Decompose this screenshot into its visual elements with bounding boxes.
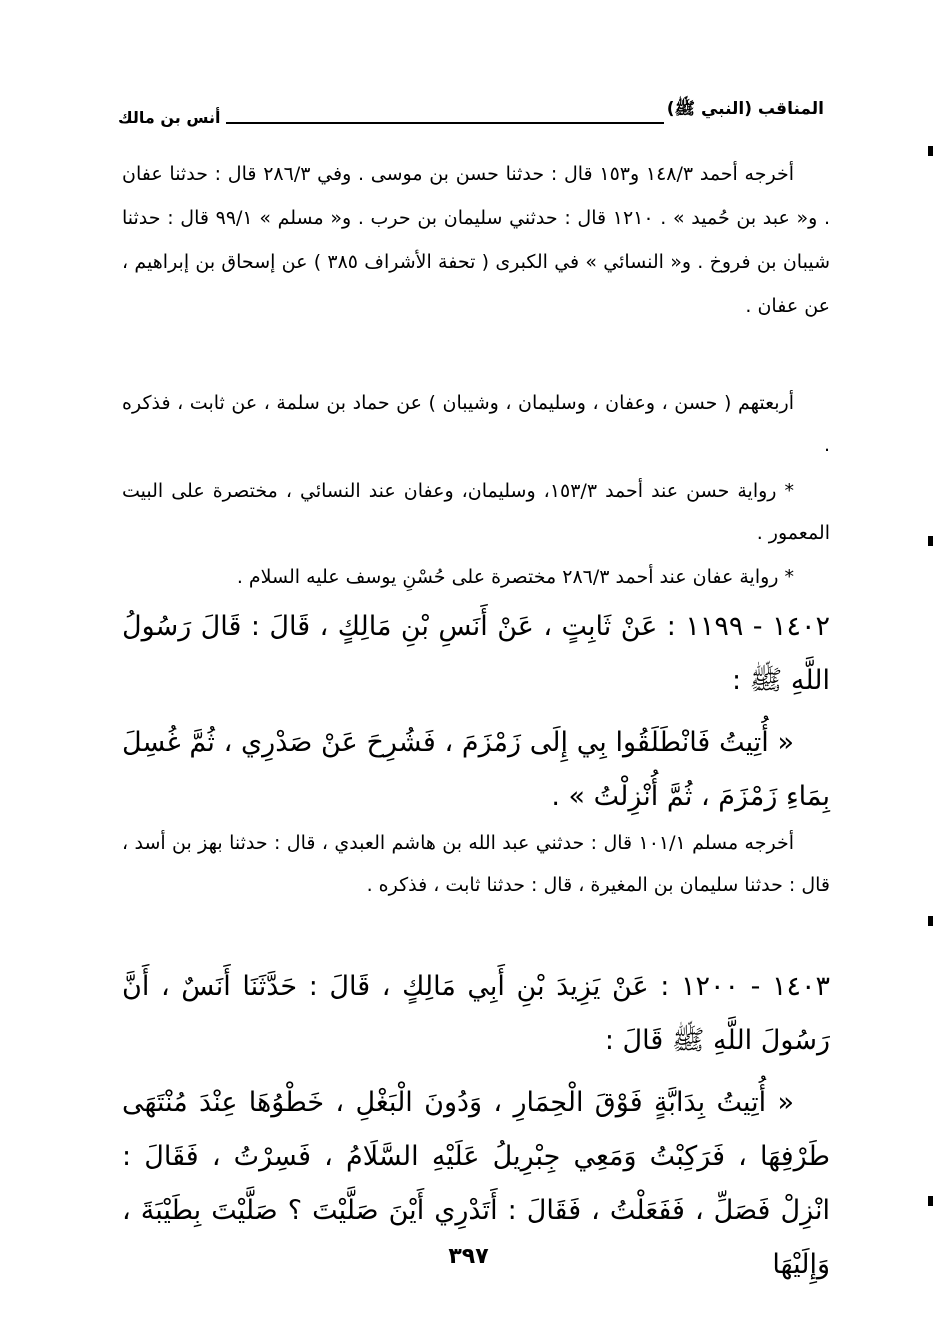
riwaya-note-2: * رواية عفان عند أحمد ٢٨٦/٣ مختصرة على حُسْنِ يوسف عليه السلام . [236,566,794,588]
hadith-1402-header: ١٤٠٢ - ١١٩٩ : عَنْ ثَابِتٍ ، عَنْ أَنَسِ بْنِ مَالِكٍ ، قَالَ : قَالَ رَسُولُ اللَّهِ ﷺ : [122,611,830,696]
margin-mark [928,1196,933,1206]
header-author-name: أنس بن مالك [118,108,221,127]
takhrij-paragraph-2: أخرجه مسلم ١٠١/١ قال : حدثني عبد الله بن هاشم العبدي ، قال : حدثنا بهز بن أسد ، قال : حدثنا سليمان بن المغيرة ، قال : حدثنا ثابت ، فذكره . [122,832,830,896]
running-header [118,96,824,132]
margin-mark [928,146,933,156]
hadith-1403-text: « أُتِيتُ بِدَابَّةٍ فَوْقَ الْحِمَارِ ، وَدُونَ الْبَغْلِ ، خَطْوُهَا عِنْدَ مُنْتَهَى طَرْفِهَا ، فَرَكِبْتُ وَمَعِي جِبْرِيلُ عَلَيْهِ السَّلَامُ ، فَسِرْتُ ، فَقَالَ : انْزِلْ فَصَلِّ ، فَفَعَلْتُ ، فَقَالَ : أَتَدْرِي أَيْنَ صَلَّيْتَ ؟ صَلَّيْتَ بِطَيْبَةَ ، وَإِلَيْهَا [122,1087,830,1280]
riwaya-note-1: * رواية حسن عند أحمد ١٥٣/٣، وسليمان، وعفان عند النسائي ، مختصرة على البيت المعمور . [122,480,830,544]
takhrij-paragraph-1: أخرجه أحمد ١٤٨/٣ و١٥٣ قال : حدثنا حسن بن موسى . وفي ٢٨٦/٣ قال : حدثنا عفان . و« عبد بن حُميد » . ١٢١٠ قال : حدثني سليمان بن حرب . و« مسلم » ٩٩/١ قال : حدثنا شيبان بن فروخ . و« النسائي » في الكبرى ( تحفة الأشراف ٣٨٥ ) عن إسحاق بن إبراهيم ، عن عفان . [122,163,831,317]
header-rule [226,122,664,124]
header-section-title: المناقب (النبي ﷺ) [666,99,824,119]
hadith-1402-text: « أُتِيتُ فَانْطَلَقُوا بِي إِلَى زَمْزَمَ ، فَشُرِحَ عَنْ صَدْرِي ، ثُمَّ غُسِلَ بِمَاءِ زَمْزَمَ ، ثُمَّ أُنْزِلْتُ » . [122,727,830,812]
narrators-paragraph: أربعتهم ( حسن ، وعفان ، وسليمان ، وشيبان ) عن حماد بن سلمة ، عن ثابت ، فذكره . [122,392,830,456]
page-number: ٣٩٧ [448,1244,489,1269]
margin-mark [928,536,933,546]
hadith-1403-header: ١٤٠٣ - ١٢٠٠ : عَنْ يَزِيدَ بْنِ أَبِي مَالِكٍ ، قَالَ : حَدَّثَنَا أَنَسٌ ، أَنَّ رَسُولَ اللَّهِ ﷺ قَالَ : [122,971,830,1056]
margin-mark [928,916,933,926]
